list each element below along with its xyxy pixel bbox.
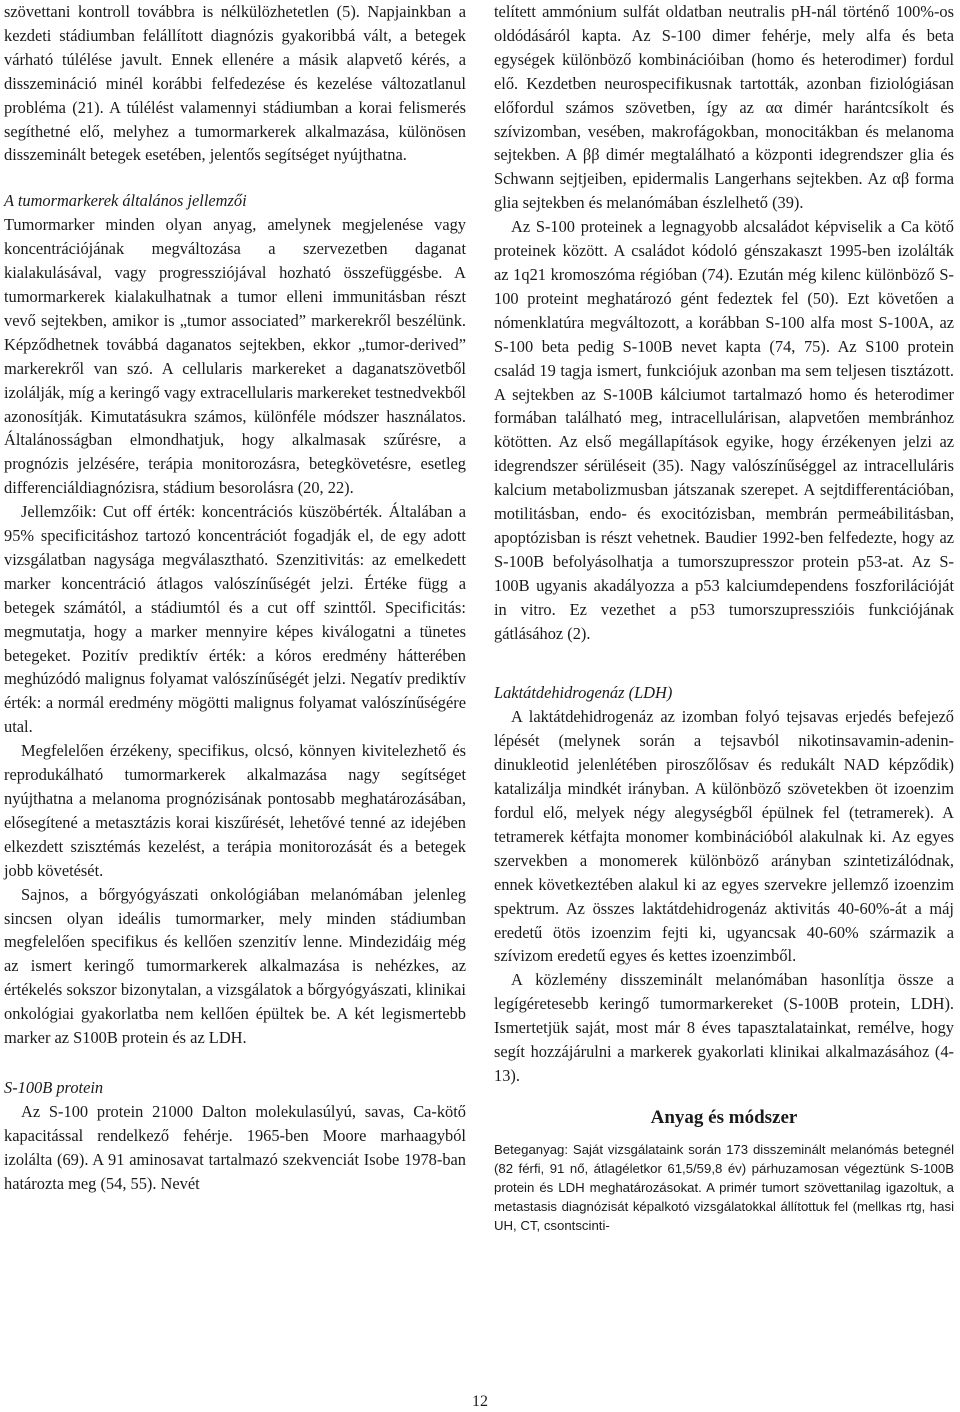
paragraph: A laktátdehidrogenáz az izomban folyó tejsavas erjedés befejező lépését (melynek során a tejsavból nikotinsavamin-adenin-dinukleotid jelenlétében piroszőlősav és redukált NAD képződik) katalizálja mindkét irányban. A különböző szövetekben öt izoenzim fordul elő, melyek négy alegységből épülnek fel (tetramerek). A tetramerek kétfajta monomer kombinációból alakulnak ki. Az egyes szervekben a monomerek különböző arányban szintetizálódnak, ennek következtében alakul ki az egyes szervekre jellemző izoenzim spektrum. Az összes laktátdehidrogenáz aktivitás 40-60%-át a máj eredetű ötös izoenzim fejti ki, ugyancsak 40-60% származik a szívizom eredetű egyes és kettes izoenzimből. — [494, 707, 954, 966]
paragraph: Az S-100 proteinek a legnagyobb alcsaládot képviselik a Ca kötő proteinek között. A családot kódoló génszakaszt 1995-ben izolálták az 1q21 kromoszóma régióban (74). Ezután még kilenc különböző S-100 proteint meghatározó gént fedeztek fel (50). Ezt követően a nómenklatúra megváltozott, a korábban S-100 alfa most S-100A, az S-100 beta pedig S-100B nevet kapta (74, 75). Az S100 protein család 19 tagja ismert, funkciójuk azonban ma sem teljesen tisztázott. A sejtekben az S-100B kálciumot tartalmazó homo és heterodimer formában található meg, intracellulárisan, alapvetően membránhoz kötötten. Az első megállapítások egyike, hogy érzékenyen jelzi az idegrendszer sérüléseit (35). Nagy valószínűséggel az intracelluláris kalcium metabolizmusban játszanak szerepet. A sejtdifferentációban, motilitásban, endo- és exocitózisban, membrán permeábilitásban, apoptózisban is részt vehetnek. Baudier 1992-ben felfedezte, hogy az S-100B befolyásolhatja a tumorszupresszor protein p53-at. Az S-100B ugyanis akadályozza a p53 kalciumdependens foszforilációját in vitro. Ez vezethet a p53 tumorszupresszióis funkciójának gátlásához (2). — [494, 217, 954, 643]
paragraph: Tumormarker minden olyan anyag, amelynek megjelenése vagy koncentrációjának megváltozása a szervezetben daganat kialakulásával, vagy progressziójával hozható összefüggésbe. A tumormarkerek kialakulhatnak a tumor elleni immunitásban részt vevő sejtekben, amikor is „tumor associated” markerekről beszélünk. Képződhetnek továbbá daganatos sejtekben, ekkor „tumor-derived” markerekről van szó. A cellularis markereket a daganatszövetből izolálják, míg a keringő vagy extracellularis markereket testnedvekből azonosítják. Kimutatásukra számos, különféle módszer használatos. Általánosságban elmondhatjuk, hogy alkalmasak szűrésre, a prognózis jelzésére, terápia monitorozásra, betegkövetésre, esetleg differenciáldiagnózisra, stádium besorolásra (20, 22). — [4, 215, 466, 498]
section-heading-methods: Anyag és módszer — [650, 1106, 798, 1128]
paragraph: telített ammónium sulfát oldatban neutralis pH-nál történő 100%-os oldódásáról kapta. Az S-100 dimer fehérje, mely alfa és beta egységek különböző kombinációiban (homo és heterodimer) fordul elő. Kezdetben neurospecifikusnak tartották, azonban fiziológiásan előfordul számos szövetben, így az αα dimér harántcsíkolt és szívizomban, vesében, makrofágokban, monocitákban és melanoma sejtekben. A ββ dimér megtalálható a központi idegrendszer glia és Schwann sejtjeiben, epidermalis Langerhans sejtekben. Az αβ forma glia sejtekben és melanómában észlelhető (39). — [494, 2, 954, 213]
paragraph: Jellemzőik: Cut off érték: koncentrációs küszöbérték. Általában a 95% specificitáshoz tartozó koncentrációt fogadják el, de egy adott vizsgálatban nagysága megválasztható. Szenzitivitás: az emelkedett marker koncentráció átlagos valószínűségét jelzi. Értéke függ a betegek számától, a stádiumtól és a cut off szinttől. Specificitás: megmutatja, hogy a marker mennyire képes kiválogatni a tünetes betegeket. Pozitív prediktív érték: a kóros eredmény hátterében meghúzódó malignus folyamat valószínűségét jelzi. Negatív prediktív érték: a normál eredmény mögötti malignus folyamat valószínűségére utal. — [4, 502, 466, 737]
subheading-s100b: S-100B protein — [4, 1077, 104, 1097]
page-number: 12 — [472, 1393, 488, 1410]
paragraph: Az S-100 protein 21000 Dalton molekulasúlyú, savas, Ca-kötő kapacitással rendelkező fehérje. 1965-ben Moore marhaagyból izolálta (69). A 91 aminosavat tartalmazó szekvenciát Isobe 1978-ban határozta meg (54, 55). Nevét — [4, 1101, 466, 1193]
right-column — [494, 0, 954, 1235]
paragraph: Sajnos, a bőrgyógyászati onkológiában melanómában jelenleg sincsen olyan ideális tumormarker, mely minden stádiumban megfelelően specifikus és kellően szenzitív lenne. Mindezidáig még az ismert keringő tumormarkerek alkalmazása is nehézkes, az értékelés sokszor bizonytalan, a vizsgálatok a bőrgyógyászati, klinikai onkológiai gyakorlatba nem kellően épültek be. A két legismertebb marker az S100B protein és az LDH. — [4, 884, 466, 1048]
subheading-ldh: Laktátdehidrogenáz (LDH) — [494, 683, 673, 703]
paragraph: A közlemény disszeminált melanómában hasonlítja össze a legígéretesebb keringő tumormarkereket (S-100B protein, LDH). Ismertetjük saját, most már 8 éves tapasztalatainkat, remélve, hogy segít hozzájárulni a markerek gyakorlati klinikai alkalmazásához (4-13). — [494, 970, 954, 1085]
subheading-tumormarker-general: A tumormarkerek általános jellemzői — [4, 191, 247, 211]
left-column — [4, 0, 466, 1196]
paragraph: Megfelelően érzékeny, specifikus, olcsó, könnyen kivitelezhető és reprodukálható tumormarkerek alkalmazása nagy segítséget nyújthatna a melanoma prognózisának pontosabb meghatározásában, elősegítené a metasztázis korai kiszűrését, lehetővé tenné az idejében elkezdett szisztémás kezelést, a terápia monitorozását és a betegek jobb követését. — [4, 741, 466, 880]
paragraph-small: Beteganyag: Saját vizsgálataink során 173 disszeminált melanómás betegnél (82 férfi, 91 nő, átlagéletkor 61,5/59,8 év) párhuzamosan végeztünk S-100B protein és LDH meghatározásokat. A primér tumort szövettanilag igazoltuk, a metastasis diagnózisát képalkotó vizsgálatokkal állítottuk fel (mellkas rtg, hasi UH, CT, csontscinti- — [494, 1141, 954, 1233]
paragraph: szövettani kontroll továbbra is nélkülözhetetlen (5). Napjainkban a kezdeti stádiumban felállított diagnózis gyakoribbá vált, a betegek várható túlélése javult. Ennek ellenére a másik alapvető kérés, a disszemináció minél korábbi felfedezése és kezelése változatlanul probléma (21). A túlélést valamennyi stádiumban a korai felismerés segíthetné elő, melyhez a tumormarkerek alkalmazása, különösen disszeminált betegek esetében, jelentős segítséget nyújthatna. — [4, 2, 466, 165]
